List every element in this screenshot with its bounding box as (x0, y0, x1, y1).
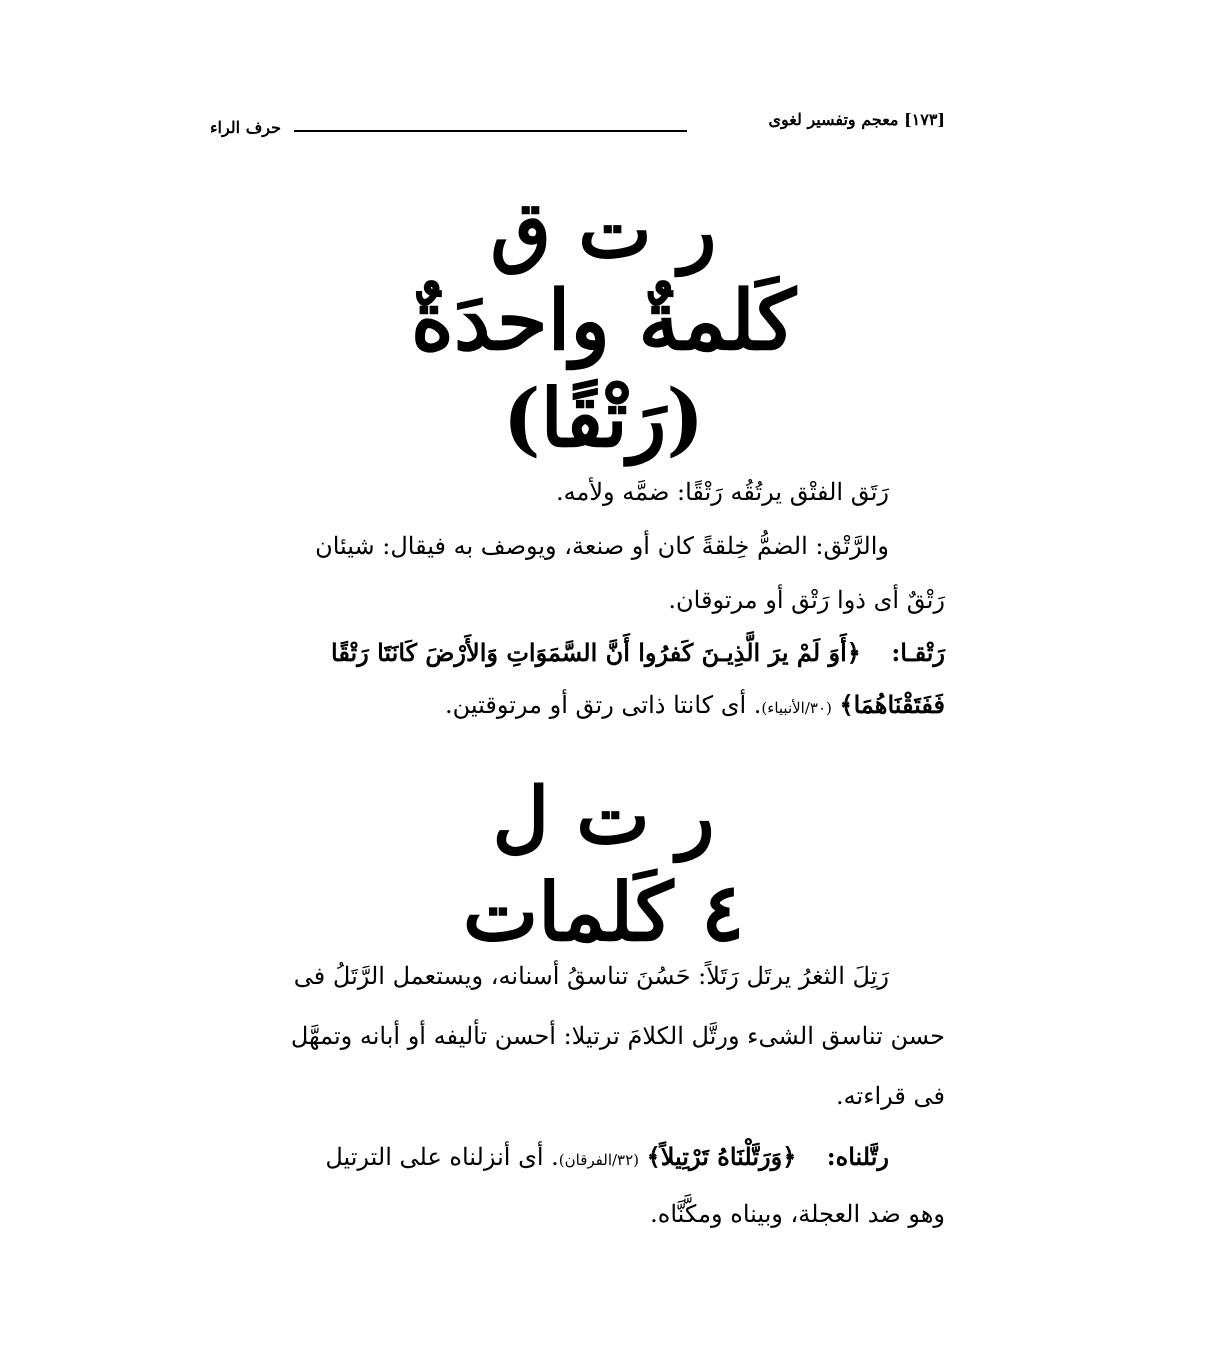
entry1-line4 (331, 638, 945, 667)
entry1-quran-verse-end: فَفَتَقْنَاهُمَا﴾ (839, 690, 945, 719)
entry1-line5-text: . أى كانتا ذاتى رتق أو مرتوقتين. (444, 691, 762, 719)
entry1-line5 (445, 690, 945, 719)
section-title: حرف الراء (210, 118, 281, 137)
entry2-line4-label: رتَّلناه: (826, 1142, 889, 1171)
entry2-verse-reference: (٣٢/الفرقان) (558, 1151, 640, 1169)
entry2-line1: رَتِلَ الثغرُ يرتَل رَتَلاً: حَسُنَ تناسقُ أسنانه، ويستعمل الرَّتَلُ فى (293, 962, 889, 990)
entry1-verse-reference: (٣٠/الأنبياء) (761, 699, 832, 717)
entry1-headword: (رَتْقًا) (502, 371, 705, 465)
entry1-line1: رَتَق الفتْق يرتُقُه رَتْقًا: ضمَّه ولأمه. (556, 478, 889, 506)
entry2-line4 (325, 1142, 889, 1171)
entry2-quran-verse: ﴿وَرَتَّلْنَاهُ تَرْتِيلاً﴾ (646, 1142, 797, 1171)
entry2-line4-text: . أى أنزلناه على الترتيل (325, 1143, 559, 1171)
entry1-quran-verse: ﴿أَوَ لَمْ يرَ الَّذِيـنَ كَفرُوا أَنَّ السَّمَوَاتِ وَالأَرْضَ كَانَتَا رَتْقًا (331, 638, 861, 667)
running-header (210, 106, 945, 136)
page-title: [١٧٣] معجم وتفسير لغوى (768, 110, 945, 129)
entry1-line4-label: رَتْقـا: (891, 638, 945, 667)
entry1-word-count: كَلمةٌ واحدَةٌ (410, 273, 797, 369)
entry2-root: ر ت ل (492, 771, 715, 862)
entry1-line3: رَتْقٌ أى ذوا رَتْق أو مرتوقان. (668, 586, 945, 614)
entry2-word-count: ٤ كَلمات (462, 865, 745, 959)
entry1-root: ر ت ق (490, 185, 717, 276)
header-rule (294, 130, 687, 132)
entry2-line5: وهو ضد العجلة، وبيناه ومكَّنَّاه. (650, 1200, 945, 1228)
entry2-line2: حسن تناسق الشىء ورتَّل الكلامَ ترتيلا: أحسن تأليفه أو أبانه وتمهَّل (290, 1022, 945, 1050)
entry1-line2: والرَّتْق: الضمُّ خِلقةً كان أو صنعة، ويوصف به فيقال: شيئان (315, 532, 889, 560)
entry2-line3: فى قراءته. (836, 1082, 945, 1110)
